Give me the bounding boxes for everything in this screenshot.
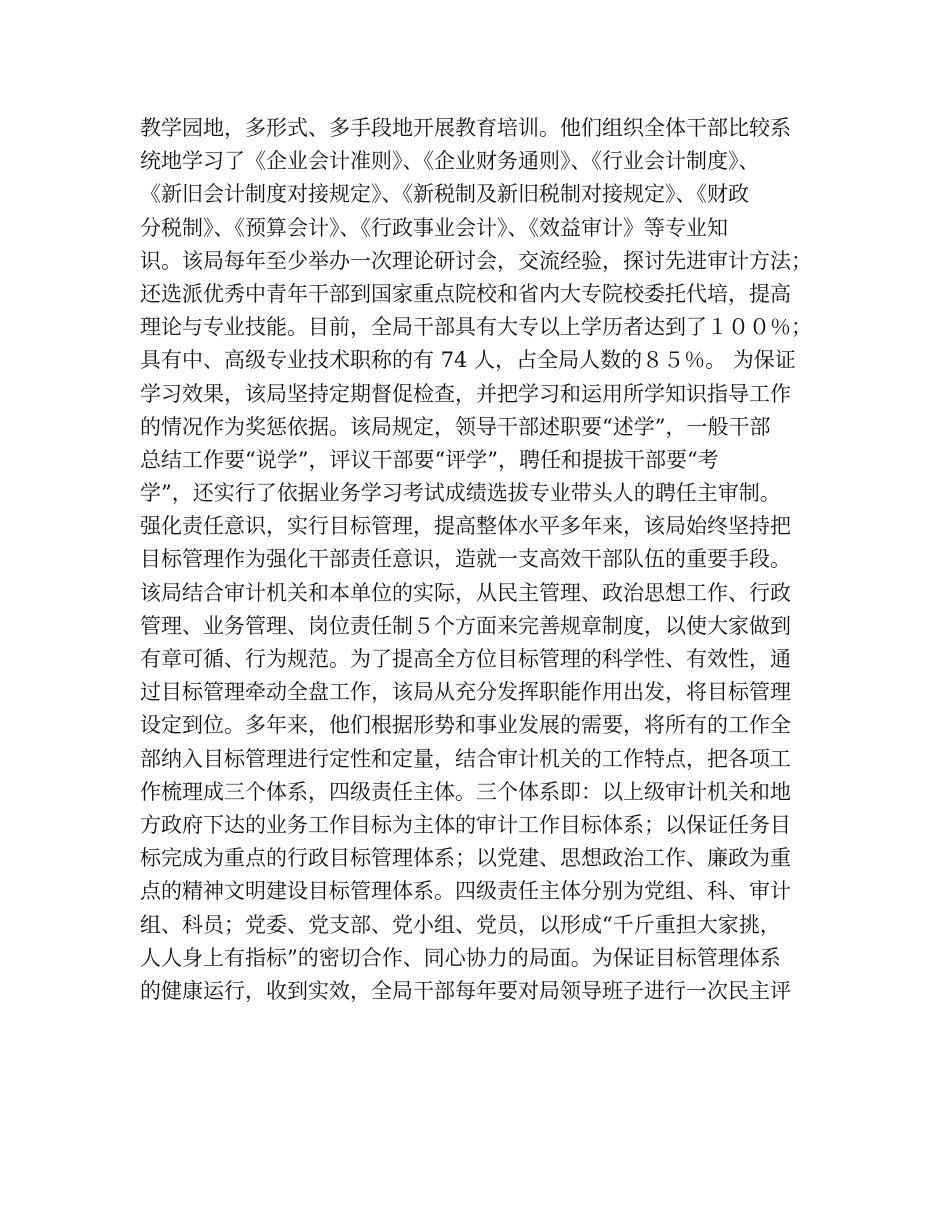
text-line: 目标管理作为强化干部责任意识，造就一支高效干部队伍的重要手段。 bbox=[140, 547, 791, 572]
text-line: 还选派优秀中青年干部到国家重点院校和省内大专院校委托代培，提高 bbox=[140, 281, 791, 306]
text-line: 部纳入目标管理进行定性和定量，结合审计机关的工作特点，把各项工 bbox=[140, 746, 791, 771]
text-line: 标完成为重点的行政目标管理体系；以党建、思想政治工作、廉政为重 bbox=[140, 846, 791, 871]
text-line: 的健康运行，收到实效，全局干部每年要对局领导班子进行一次民主评 bbox=[140, 978, 791, 1003]
text-line: 有章可循、行为规范。为了提高全方位目标管理的科学性、有效性，通 bbox=[140, 647, 791, 671]
text-line: 设定到位。多年来，他们根据形势和事业发展的需要，将所有的工作全 bbox=[140, 713, 791, 738]
text-line: 教学园地，多形式、多手段地开展教育培训。他们组织全体干部比较系 bbox=[140, 116, 791, 140]
text-line: 该局结合审计机关和本单位的实际，从民主管理、政治思想工作、行政 bbox=[140, 580, 791, 605]
text-line: 统地学习了《企业会计准则》、《企业财务通则》、《行业会计制度》、 bbox=[140, 149, 760, 174]
text-line: 强化责任意识，实行目标管理，提高整体水平多年来，该局始终坚持把 bbox=[140, 514, 791, 539]
body-text bbox=[140, 112, 830, 1008]
text-line: 识。该局每年至少举办一次理论研讨会，交流经验，探讨先进审计方法； bbox=[140, 248, 812, 273]
text-line: 点的精神文明建设目标管理体系。四级责任主体分别为党组、科、审计 bbox=[140, 879, 791, 904]
text-line: 《新旧会计制度对接规定》、《新税制及新旧税制对接规定》、《财政 bbox=[140, 182, 749, 207]
text-line: 过目标管理牵动全盘工作，该局从充分发挥职能作用出发，将目标管理 bbox=[140, 680, 791, 705]
text-line: 学习效果，该局坚持定期督促检查，并把学习和运用所学知识指导工作 bbox=[140, 381, 791, 406]
text-line: 分税制》、《预算会计》、《行政事业会计》、《效益审计》等专业知 bbox=[140, 215, 728, 240]
text-line: 方政府下达的业务工作目标为主体的审计工作目标体系；以保证任务目 bbox=[140, 812, 791, 837]
text-line: 学”，还实行了依据业务学习考试成绩选拔专业带头人的聘任主审制。 bbox=[140, 481, 781, 506]
text-line: 的情况作为奖惩依据。该局规定，领导干部述职要“述学”，一般干部 bbox=[140, 414, 771, 439]
text-line: 具有中、高级专业技术职称的有 74 人，占全局人数的８５％。 为保证 bbox=[140, 348, 796, 373]
text-line: 管理、业务管理、岗位责任制５个方面来完善规章制度，以使大家做到 bbox=[140, 613, 791, 638]
text-line: 人人身上有指标”的密切合作、同心协力的局面。为保证目标管理体系 bbox=[140, 945, 781, 970]
text-line: 总结工作要“说学”，评议干部要“评学”，聘任和提拔干部要“考 bbox=[140, 447, 719, 472]
text-line: 理论与专业技能。目前，全局干部具有大专以上学历者达到了１００％； bbox=[140, 315, 812, 340]
text-line: 组、科员；党委、党支部、党小组、党员，以形成“千斤重担大家挑， bbox=[140, 912, 781, 937]
text-line: 作梳理成三个体系，四级责任主体。三个体系即：以上级审计机关和地 bbox=[140, 779, 791, 804]
